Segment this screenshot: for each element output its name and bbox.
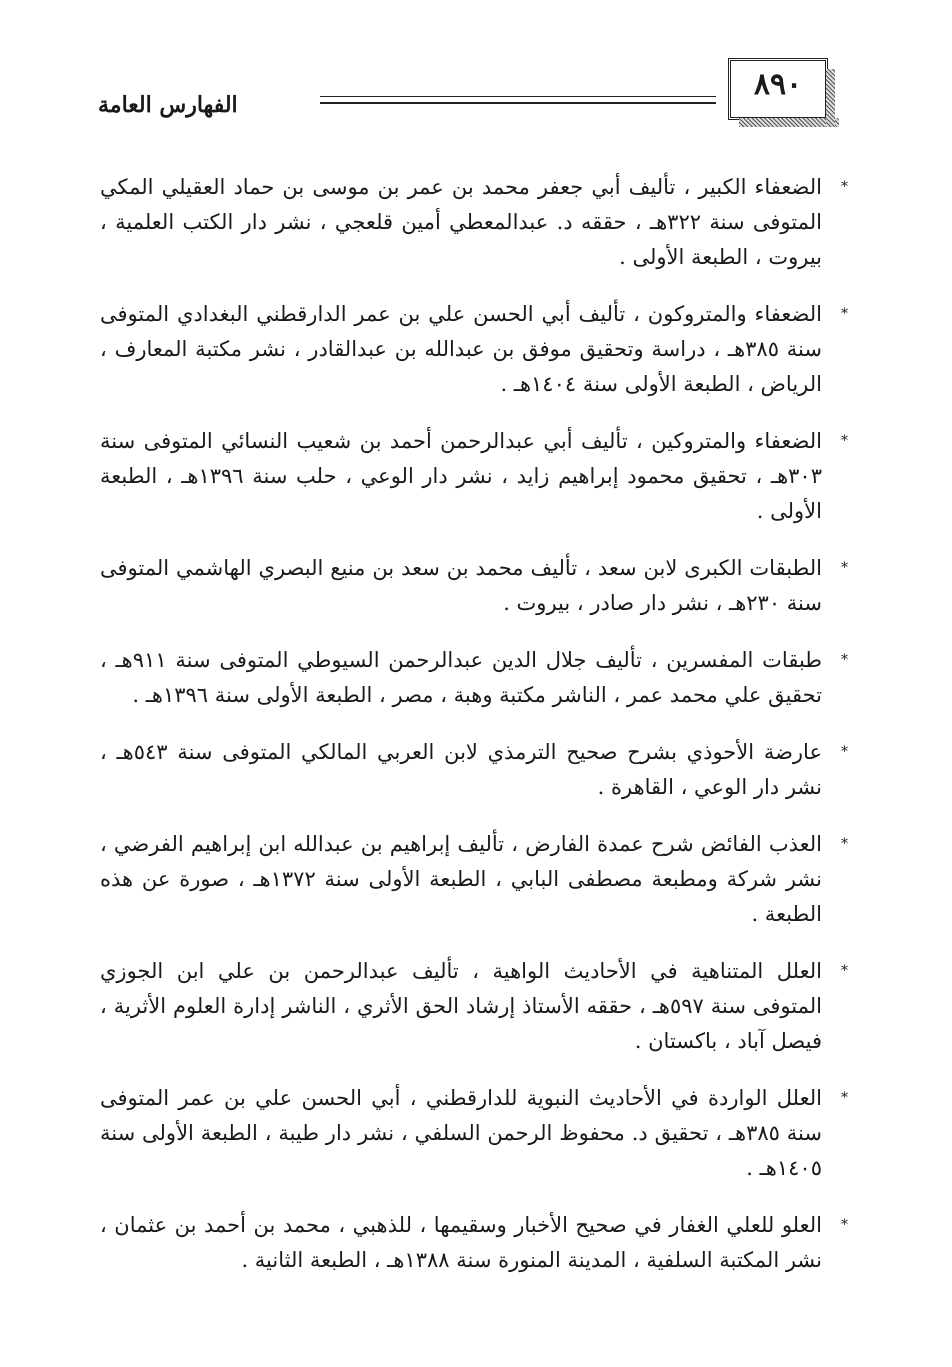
entry-text: العذب الفائض شرح عمدة الفارض ، تأليف إبراهيم بن عبدالله ابن إبراهيم الفرضي ، نشر شركة ومطبعة مصطفى البابي ، الطبعة الأولى سنة ١٣٧٢هـ ، صورة عن هذه الطبعة .: [100, 832, 822, 926]
page-header: [98, 58, 828, 128]
entry-text: الضعفاء الكبير ، تأليف أبي جعفر محمد بن عمر بن موسى بن حماد العقيلي المكي المتوفى سنة ٣٢٢هـ ، حققه د. عبدالمعطي أمين قلعجي ، نشر دار الكتب العلمية ، بيروت ، الطبعة الأولى .: [100, 175, 822, 269]
bibliography-entry: [100, 954, 848, 1059]
page-number: ٨٩٠: [753, 67, 803, 102]
bullet-icon: *: [841, 836, 848, 852]
entry-text: العلل الواردة في الأحاديث النبوية للدارقطني ، أبي الحسن علي بن عمر المتوفى سنة ٣٨٥هـ ، تحقيق د. محفوظ الرحمن السلفي ، نشر دار طيبة ، الطبعة الأولى سنة ١٤٠٥هـ .: [100, 1086, 822, 1180]
entry-text: العلل المتناهية في الأحاديث الواهية ، تأليف عبدالرحمن بن علي ابن الجوزي المتوفى سنة ٥٩٧هـ ، حققه الأستاذ إرشاد الحق الأثري ، الناشر إدارة العلوم الأثرية ، فيصل آباد ، باكستان .: [100, 959, 822, 1053]
bullet-icon: *: [841, 179, 848, 195]
bibliography-entry: [100, 735, 848, 805]
bullet-icon: *: [841, 560, 848, 576]
page-number-box: [728, 58, 828, 120]
bibliography-entry: [100, 551, 848, 621]
bullet-icon: *: [841, 744, 848, 760]
bullet-icon: *: [841, 1217, 848, 1233]
bullet-icon: *: [841, 433, 848, 449]
entry-text: الطبقات الكبرى لابن سعد ، تأليف محمد بن سعد بن منيع البصري الهاشمي المتوفى سنة ٢٣٠هـ ، نشر دار صادر ، بيروت .: [100, 556, 822, 615]
bibliography-entry: [100, 1081, 848, 1186]
bibliography-list: [100, 170, 848, 1300]
entry-text: الضعفاء والمتروكون ، تأليف أبي الحسن علي بن عمر الدارقطني البغدادي المتوفى سنة ٣٨٥هـ ، دراسة وتحقيق موفق بن عبدالله بن عبدالقادر ، نشر مكتبة المعارف ، الرياض ، الطبعة الأولى سنة ١٤٠٤هـ .: [100, 302, 822, 396]
entry-text: طبقات المفسرين ، تأليف جلال الدين عبدالرحمن السيوطي المتوفى سنة ٩١١هـ ، تحقيق علي محمد عمر ، الناشر مكتبة وهبة ، مصر ، الطبعة الأولى سنة ١٣٩٦هـ .: [100, 648, 822, 707]
entry-text: العلو للعلي الغفار في صحيح الأخبار وسقيمها ، للذهبي ، محمد بن أحمد بن عثمان ، نشر المكتبة السلفية ، المدينة المنورة سنة ١٣٨٨هـ ، الطبعة الثانية .: [100, 1213, 822, 1272]
header-rule: [320, 96, 716, 104]
bullet-icon: *: [841, 306, 848, 322]
bullet-icon: *: [841, 963, 848, 979]
entry-text: عارضة الأحوذي بشرح صحيح الترمذي لابن العربي المالكي المتوفى سنة ٥٤٣هـ ، نشر دار الوعي ، القاهرة .: [100, 740, 822, 799]
running-title: الفهارس العامة: [98, 92, 238, 118]
entry-text: الضعفاء والمتروكين ، تأليف أبي عبدالرحمن أحمد بن شعيب النسائي المتوفى سنة ٣٠٣هـ ، تحقيق محمود إبراهيم زايد ، نشر دار الوعي ، حلب سنة ١٣٩٦هـ ، الطبعة الأولى .: [100, 429, 822, 523]
bullet-icon: *: [841, 1090, 848, 1106]
bibliography-entry: [100, 424, 848, 529]
bibliography-entry: [100, 643, 848, 713]
bullet-icon: *: [841, 652, 848, 668]
bibliography-entry: [100, 1208, 848, 1278]
bibliography-entry: [100, 827, 848, 932]
bibliography-entry: [100, 297, 848, 402]
bibliography-entry: [100, 170, 848, 275]
